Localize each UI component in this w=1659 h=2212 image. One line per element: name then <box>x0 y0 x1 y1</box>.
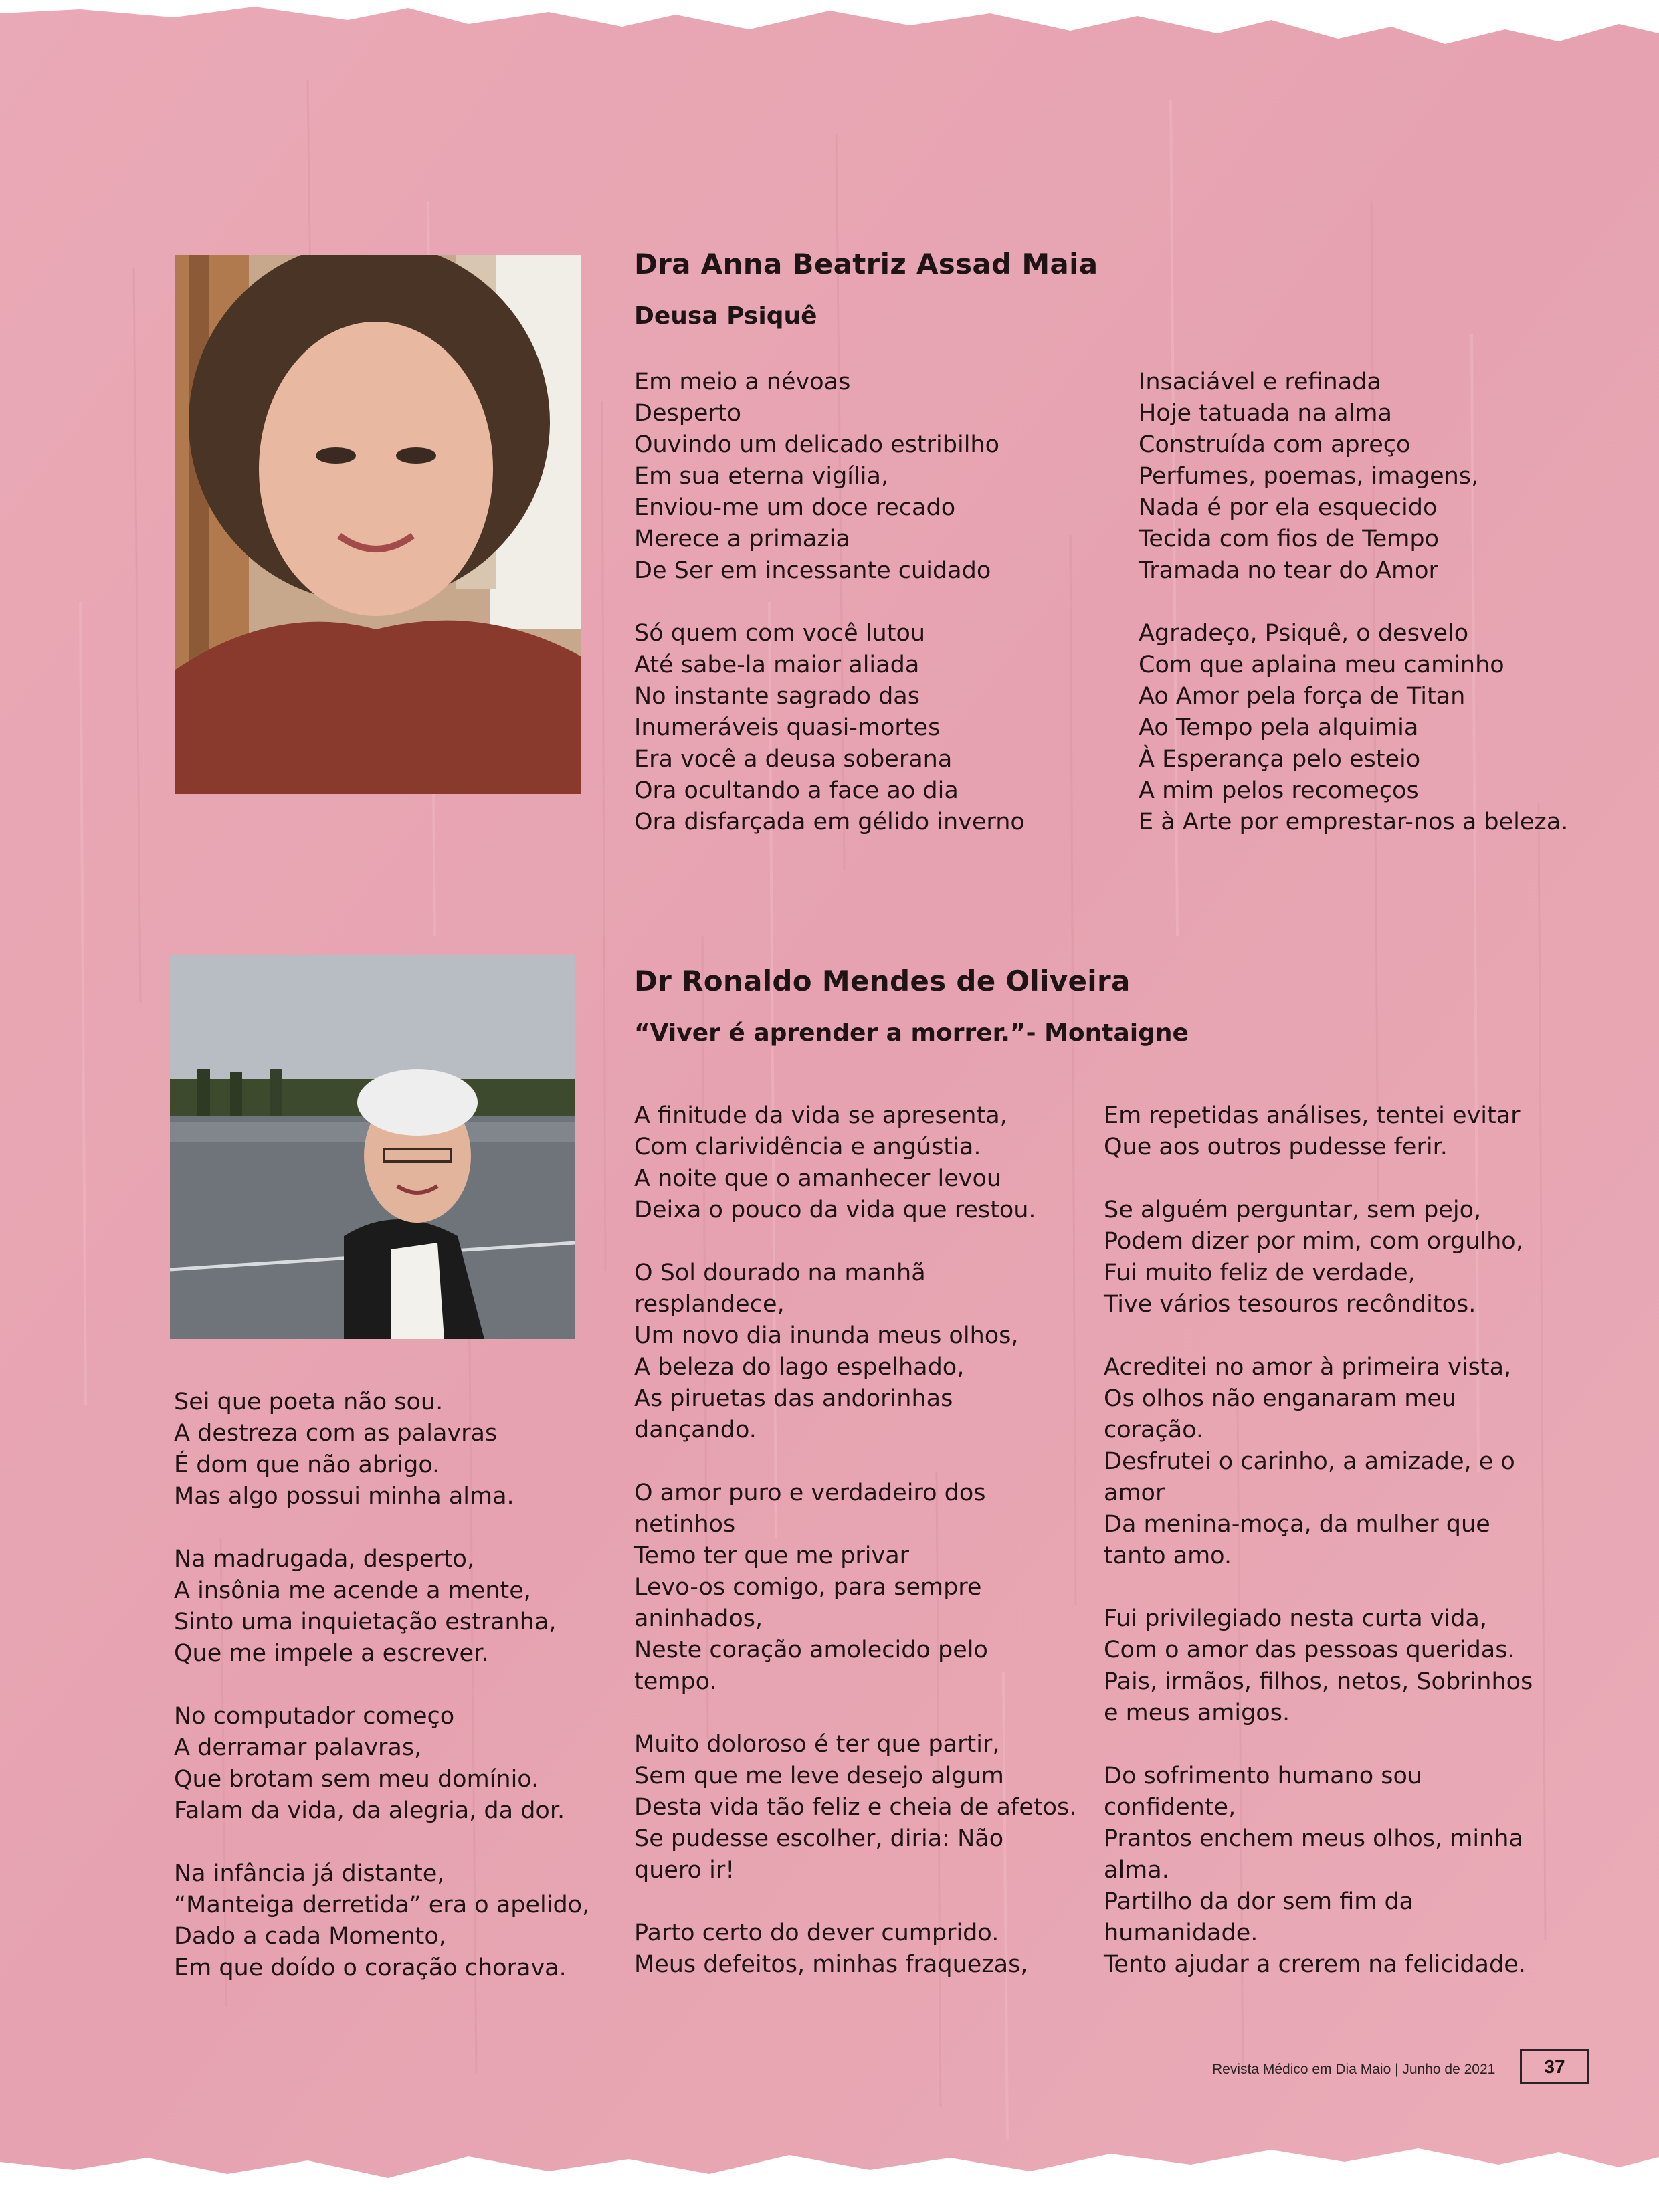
poem-line: Prantos enchem meus olhos, minha <box>1104 1825 1523 1852</box>
poem-line: O Sol dourado na manhã <box>634 1260 926 1286</box>
poem-line: A insônia me acende a mente, <box>174 1577 531 1604</box>
poem-line: Da menina-moça, da mulher que <box>1104 1511 1490 1538</box>
poem-line: Insaciável e refinada <box>1139 369 1381 395</box>
poem-line: e meus amigos. <box>1104 1700 1290 1726</box>
poem-line: Que brotam sem meu domínio. <box>174 1766 539 1793</box>
poem-line: Levo-os comigo, para sempre <box>634 1574 982 1601</box>
poem-line: Que me impele a escrever. <box>174 1640 489 1667</box>
poem-line: Nada é por ela esquecido <box>1139 494 1438 521</box>
poem-line: Construída com apreço <box>1139 431 1411 458</box>
poem-line: Mas algo possui minha alma. <box>174 1483 514 1510</box>
poem-line: Podem dizer por mim, com orgulho, <box>1104 1228 1523 1255</box>
poem-line: À Esperança pelo esteio <box>1139 746 1421 773</box>
poem-line: humanidade. <box>1104 1920 1258 1946</box>
poem-line: Em que doído o coração chorava. <box>174 1954 567 1981</box>
poem-line: Acreditei no amor à primeira vista, <box>1104 1354 1512 1381</box>
poem-line: Se alguém perguntar, sem pejo, <box>1104 1197 1482 1223</box>
poem-line: Com que aplaina meu caminho <box>1139 651 1504 678</box>
poem-line: Partilho da dor sem fim da <box>1104 1888 1414 1915</box>
stanza <box>1104 1761 1533 1981</box>
poem1-column-1 <box>634 367 1025 870</box>
poem-line: quero ir! <box>634 1857 735 1884</box>
poem1-author: Dra Anna Beatriz Assad Maia <box>634 247 1098 280</box>
stanza <box>1139 367 1568 587</box>
poem-line: A beleza do lago espelhado, <box>634 1354 965 1381</box>
poem-line: A mim pelos recomeços <box>1139 777 1419 804</box>
poem-line: Temo ter que me privar <box>634 1542 910 1569</box>
stanza <box>174 1858 589 1984</box>
poem-line: Na infância já distante, <box>174 1860 445 1887</box>
poem-line: Dado a cada Momento, <box>174 1923 446 1950</box>
poem-line: Desperto <box>634 400 741 427</box>
poem-line: A finitude da vida se apresenta, <box>634 1102 1007 1129</box>
poem-line: De Ser em incessante cuidado <box>634 557 991 584</box>
stanza <box>634 1729 1076 1886</box>
poem-line: A derramar palavras, <box>174 1734 422 1761</box>
poem-line: amor <box>1104 1480 1165 1506</box>
poem-line: Tento ajudar a crerem na felicidade. <box>1104 1951 1526 1978</box>
stanza <box>634 1478 1076 1698</box>
stanza <box>634 1918 1076 1981</box>
poem-line: netinhos <box>634 1511 736 1538</box>
poem-line: alma. <box>1104 1857 1169 1884</box>
poem-line: Ao Tempo pela alquimia <box>1139 714 1419 741</box>
poem-line: Enviou-me um doce recado <box>634 494 956 521</box>
poem-line: Tecida com fios de Tempo <box>1139 526 1439 552</box>
poem-line: Ora ocultando a face ao dia <box>634 777 959 804</box>
stanza <box>1104 1195 1533 1320</box>
poem-line: Em meio a névoas <box>634 369 851 395</box>
poem2-title: “Viver é aprender a morrer.”- Montaigne <box>634 1019 1189 1047</box>
stanza <box>174 1544 589 1670</box>
poem-line: Os olhos não enganaram meu <box>1104 1385 1457 1412</box>
poem-line: Em sua eterna vigília, <box>634 463 889 490</box>
author-photo-ronaldo <box>170 955 575 1339</box>
poem-line: E à Arte por emprestar-nos a beleza. <box>1139 809 1569 835</box>
poem-line: Tive vários tesouros recônditos. <box>1104 1291 1476 1318</box>
poem-line: Ao Amor pela força de Titan <box>1139 683 1466 710</box>
poem-line: Sinto uma inquietação estranha, <box>174 1609 557 1635</box>
poem-line: tempo. <box>634 1668 717 1695</box>
poem-line: O amor puro e verdadeiro dos <box>634 1480 986 1506</box>
poem-line: “Manteiga derretida” era o apelido, <box>174 1892 590 1918</box>
stanza <box>634 618 1025 838</box>
poem-line: A destreza com as palavras <box>174 1420 498 1447</box>
author-photo-anna <box>175 255 581 794</box>
poem-line: No instante sagrado das <box>634 683 920 710</box>
poem-line: Até sabe-la maior aliada <box>634 651 920 678</box>
poem-line: Perfumes, poemas, imagens, <box>1139 463 1479 490</box>
poem-line: aninhados, <box>634 1605 763 1632</box>
stanza <box>634 367 1025 587</box>
poem-line: dançando. <box>634 1417 757 1443</box>
poem1-title: Deusa Psiquê <box>634 302 817 330</box>
poem2-column-3 <box>1104 1100 1533 2012</box>
poem-line: Neste coração amolecido pelo <box>634 1637 988 1664</box>
stanza <box>634 1258 1076 1446</box>
poem-line: Muito doloroso é ter que partir, <box>634 1731 1000 1758</box>
poem-line: Fui muito feliz de verdade, <box>1104 1260 1416 1286</box>
poem-line: Deixa o pouco da vida que restou. <box>634 1197 1036 1223</box>
poem-line: As piruetas das andorinhas <box>634 1385 953 1412</box>
stanza <box>174 1387 589 1512</box>
poem-line: Desfrutei o carinho, a amizade, e o <box>1104 1448 1515 1475</box>
page-number: 37 <box>1520 2049 1589 2084</box>
poem-line: Ora disfarçada em gélido inverno <box>634 809 1025 835</box>
poem-line: Do sofrimento humano sou <box>1104 1763 1423 1789</box>
poem1-column-2 <box>1139 367 1568 870</box>
poem-line: Parto certo do dever cumprido. <box>634 1920 999 1946</box>
stanza <box>1104 1352 1533 1572</box>
poem-line: tanto amo. <box>1104 1542 1232 1569</box>
poem-line: resplandece, <box>634 1291 785 1318</box>
poem-line: Agradeço, Psiquê, o desvelo <box>1139 620 1469 647</box>
poem-line: coração. <box>1104 1417 1204 1443</box>
poem-line: Um novo dia inunda meus olhos, <box>634 1322 1019 1349</box>
poem-line: Na madrugada, desperto, <box>174 1546 475 1573</box>
poem-line: Merece a primazia <box>634 526 850 552</box>
stanza <box>634 1100 1076 1226</box>
stanza <box>1104 1603 1533 1729</box>
poem2-column-1 <box>174 1387 589 2015</box>
poem-line: Hoje tatuada na alma <box>1139 400 1392 427</box>
poem-line: Ouvindo um delicado estribilho <box>634 431 1000 458</box>
poem-line: Pais, irmãos, filhos, netos, Sobrinhos <box>1104 1668 1533 1695</box>
poem-line: Era você a deusa soberana <box>634 746 953 773</box>
poem-line: Tramada no tear do Amor <box>1139 557 1438 584</box>
stanza <box>1139 618 1568 838</box>
poem-line: Que aos outros pudesse ferir. <box>1104 1134 1448 1161</box>
poem-line: No computador começo <box>174 1703 455 1730</box>
poem-line: Inumeráveis quasi-mortes <box>634 714 941 741</box>
poem2-column-2 <box>634 1100 1076 2012</box>
poem-line: Sem que me leve desejo algum <box>634 1763 1004 1789</box>
stanza <box>1104 1100 1533 1163</box>
poem-line: Com o amor das pessoas queridas. <box>1104 1637 1515 1664</box>
stanza <box>174 1701 589 1827</box>
poem-line: Meus defeitos, minhas fraquezas, <box>634 1951 1028 1978</box>
poem-line: É dom que não abrigo. <box>174 1451 440 1478</box>
poem-line: Em repetidas análises, tentei evitar <box>1104 1102 1521 1129</box>
poem-line: Sei que poeta não sou. <box>174 1389 444 1415</box>
poem-line: Com clarividência e angústia. <box>634 1134 981 1161</box>
poem-line: Só quem com você lutou <box>634 620 926 647</box>
poem-line: Fui privilegiado nesta curta vida, <box>1104 1605 1488 1632</box>
publication-footer: Revista Médico em Dia Maio | Junho de 2021 <box>1212 2062 1496 2077</box>
poem-line: confidente, <box>1104 1794 1236 1821</box>
poem-line: Se pudesse escolher, diria: Não <box>634 1825 1004 1852</box>
poem2-author: Dr Ronaldo Mendes de Oliveira <box>634 965 1131 997</box>
poem-line: A noite que o amanhecer levou <box>634 1165 1002 1192</box>
poem-line: Desta vida tão feliz e cheia de afetos. <box>634 1794 1077 1821</box>
poem-line: Falam da vida, da alegria, da dor. <box>174 1797 565 1824</box>
